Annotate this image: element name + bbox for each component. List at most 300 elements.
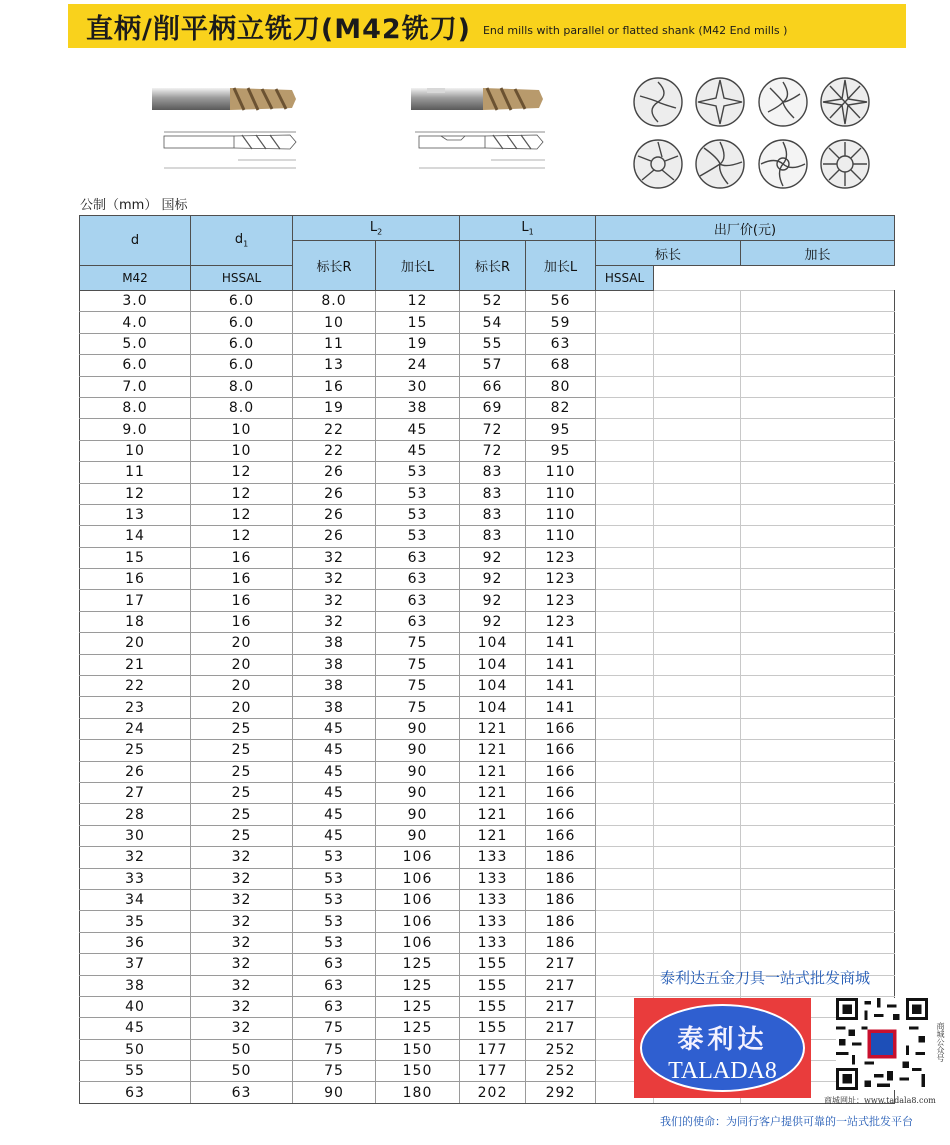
cell-l2-std: 22 (293, 419, 376, 440)
cell-price-hssal-ext (741, 590, 895, 611)
cell-l1-std: 104 (460, 676, 526, 697)
cell-l1-ext: 123 (526, 569, 596, 590)
cell-l2-std: 63 (293, 996, 376, 1017)
table-row (80, 312, 895, 333)
cell-l2-ext: 75 (376, 697, 460, 718)
cell-price-hssal-std (654, 654, 741, 675)
title-banner (68, 4, 906, 48)
cell-l1-ext: 166 (526, 740, 596, 761)
table-row (80, 504, 895, 525)
cell-price-hssal-std (654, 312, 741, 333)
cell-d1: 32 (191, 868, 293, 889)
header-l2: $L_2$ (293, 216, 460, 241)
cell-d: 11 (80, 462, 191, 483)
cell-d: 35 (80, 911, 191, 932)
cell-d: 34 (80, 889, 191, 910)
table-row (80, 291, 895, 312)
cell-price-hssal-ext (741, 291, 895, 312)
cell-price-hssal-std (654, 911, 741, 932)
cell-l2-std: 13 (293, 355, 376, 376)
header-l1-ext: 加长L (526, 241, 596, 291)
cell-l2-std: 53 (293, 847, 376, 868)
cell-l1-ext: 110 (526, 526, 596, 547)
table-row (80, 633, 895, 654)
cell-d1: 10 (191, 419, 293, 440)
cell-l2-std: 19 (293, 397, 376, 418)
cell-l1-ext: 186 (526, 868, 596, 889)
cell-l2-std: 22 (293, 440, 376, 461)
cell-d: 6.0 (80, 355, 191, 376)
cell-l1-ext: 186 (526, 889, 596, 910)
cell-l1-ext: 141 (526, 697, 596, 718)
cell-l2-ext: 90 (376, 761, 460, 782)
cell-l1-std: 177 (460, 1039, 526, 1060)
cell-l1-std: 121 (460, 761, 526, 782)
cell-l1-std: 133 (460, 847, 526, 868)
cell-l2-std: 45 (293, 740, 376, 761)
cell-l1-ext: 110 (526, 462, 596, 483)
cell-l1-std: 54 (460, 312, 526, 333)
cell-d1: 25 (191, 825, 293, 846)
cell-l1-ext: 95 (526, 440, 596, 461)
cell-l1-std: 155 (460, 996, 526, 1017)
cell-d1: 20 (191, 633, 293, 654)
cell-price-m42 (596, 440, 654, 461)
cell-l1-ext: 252 (526, 1061, 596, 1082)
cell-price-hssal-ext (741, 462, 895, 483)
cell-l1-std: 104 (460, 697, 526, 718)
cell-l2-ext: 106 (376, 847, 460, 868)
cell-l2-ext: 106 (376, 911, 460, 932)
cell-price-m42 (596, 740, 654, 761)
header-price: 出厂价(元) (596, 216, 895, 241)
cell-d: 12 (80, 483, 191, 504)
cell-price-m42 (596, 376, 654, 397)
cell-l2-ext: 53 (376, 483, 460, 504)
cell-d: 22 (80, 676, 191, 697)
cell-price-hssal-std (654, 333, 741, 354)
cell-d1: 32 (191, 954, 293, 975)
cell-l1-std: 121 (460, 718, 526, 739)
table-row (80, 868, 895, 889)
cell-l1-ext: 252 (526, 1039, 596, 1060)
cell-l2-ext: 150 (376, 1039, 460, 1060)
cell-d: 32 (80, 847, 191, 868)
cell-l2-std: 75 (293, 1039, 376, 1060)
table-row (80, 462, 895, 483)
cell-l1-std: 133 (460, 911, 526, 932)
cell-l2-ext: 90 (376, 740, 460, 761)
cell-l2-ext: 125 (376, 954, 460, 975)
cell-l1-std: 92 (460, 569, 526, 590)
cell-d1: 16 (191, 547, 293, 568)
cell-price-m42 (596, 868, 654, 889)
cell-d: 13 (80, 504, 191, 525)
cell-l1-ext: 56 (526, 291, 596, 312)
cell-price-hssal-std (654, 825, 741, 846)
cell-price-hssal-std (654, 419, 741, 440)
cell-d: 26 (80, 761, 191, 782)
table-row (80, 804, 895, 825)
cell-price-hssal-ext (741, 547, 895, 568)
cell-price-m42 (596, 911, 654, 932)
cell-d: 45 (80, 1018, 191, 1039)
cell-l2-std: 8.0 (293, 291, 376, 312)
cell-price-hssal-ext (741, 804, 895, 825)
cell-price-m42 (596, 569, 654, 590)
cell-price-hssal-std (654, 590, 741, 611)
cell-l2-ext: 106 (376, 868, 460, 889)
cell-l1-ext: 217 (526, 954, 596, 975)
cell-d1: 6.0 (191, 333, 293, 354)
cell-d1: 16 (191, 590, 293, 611)
cell-l2-std: 45 (293, 761, 376, 782)
cell-l2-std: 32 (293, 611, 376, 632)
table-row (80, 376, 895, 397)
cell-price-hssal-std (654, 761, 741, 782)
cell-l1-std: 83 (460, 526, 526, 547)
cell-price-m42 (596, 333, 654, 354)
cell-d1: 25 (191, 740, 293, 761)
cell-price-m42 (596, 676, 654, 697)
cell-l2-ext: 75 (376, 676, 460, 697)
cell-price-hssal-ext (741, 761, 895, 782)
cell-d: 17 (80, 590, 191, 611)
cell-l2-ext: 53 (376, 526, 460, 547)
cell-price-hssal-ext (741, 376, 895, 397)
cell-price-hssal-ext (741, 504, 895, 525)
cell-l2-ext: 125 (376, 975, 460, 996)
cell-l2-ext: 45 (376, 440, 460, 461)
cell-l1-std: 104 (460, 654, 526, 675)
cell-l2-ext: 90 (376, 825, 460, 846)
cell-price-hssal-std (654, 462, 741, 483)
shop-watermark (630, 960, 950, 1145)
cell-l2-std: 53 (293, 889, 376, 910)
cell-d: 33 (80, 868, 191, 889)
cell-price-m42 (596, 654, 654, 675)
header-l1: $L_1$ (460, 216, 596, 241)
header-l1-std: 标长R (460, 241, 526, 291)
cell-l1-std: 72 (460, 440, 526, 461)
cell-l1-ext: 123 (526, 590, 596, 611)
cell-d1: 10 (191, 440, 293, 461)
cell-d: 37 (80, 954, 191, 975)
cell-d: 25 (80, 740, 191, 761)
cell-price-hssal-ext (741, 526, 895, 547)
cell-price-hssal-std (654, 291, 741, 312)
cell-price-hssal-std (654, 804, 741, 825)
cell-l2-std: 53 (293, 868, 376, 889)
cell-l1-std: 133 (460, 868, 526, 889)
cell-l2-ext: 19 (376, 333, 460, 354)
cell-price-m42 (596, 804, 654, 825)
cell-price-m42 (596, 847, 654, 868)
cell-l2-std: 38 (293, 676, 376, 697)
cell-price-hssal-std (654, 397, 741, 418)
cell-l1-std: 52 (460, 291, 526, 312)
cell-l1-ext: 63 (526, 333, 596, 354)
cell-price-m42 (596, 825, 654, 846)
cell-d1: 32 (191, 889, 293, 910)
cell-l1-ext: 166 (526, 782, 596, 803)
header-hssal-ext: HSSAL (596, 266, 654, 291)
site-url: 商城网址：www.tadala8.com (824, 1096, 936, 1105)
cell-d: 8.0 (80, 397, 191, 418)
cell-d1: 32 (191, 932, 293, 953)
cell-price-m42 (596, 932, 654, 953)
cell-l2-std: 16 (293, 376, 376, 397)
cell-d: 40 (80, 996, 191, 1017)
table-row (80, 611, 895, 632)
cell-price-hssal-ext (741, 911, 895, 932)
cell-l2-ext: 63 (376, 611, 460, 632)
table-row (80, 932, 895, 953)
cell-l1-std: 121 (460, 782, 526, 803)
header-m42: M42 (80, 266, 191, 291)
page-title: 直柄/削平柄立铣刀(M42铣刀) (86, 13, 471, 45)
cell-l2-std: 10 (293, 312, 376, 333)
cell-l2-ext: 63 (376, 547, 460, 568)
cell-price-hssal-std (654, 526, 741, 547)
brand-logo-en: TALADA8 (668, 1058, 777, 1084)
cell-l1-ext: 166 (526, 718, 596, 739)
cell-price-hssal-std (654, 483, 741, 504)
cell-price-hssal-ext (741, 740, 895, 761)
cell-l2-std: 26 (293, 526, 376, 547)
cell-price-hssal-std (654, 697, 741, 718)
cell-price-hssal-std (654, 633, 741, 654)
cell-price-hssal-ext (741, 397, 895, 418)
cell-d1: 25 (191, 804, 293, 825)
cell-price-hssal-std (654, 569, 741, 590)
table-row (80, 718, 895, 739)
cell-price-hssal-std (654, 868, 741, 889)
table-row (80, 419, 895, 440)
cell-d: 7.0 (80, 376, 191, 397)
cell-d1: 8.0 (191, 376, 293, 397)
cell-price-hssal-std (654, 547, 741, 568)
cell-price-hssal-ext (741, 633, 895, 654)
table-row (80, 825, 895, 846)
cell-price-m42 (596, 504, 654, 525)
cell-d: 16 (80, 569, 191, 590)
cell-l1-std: 155 (460, 1018, 526, 1039)
cell-d1: 16 (191, 569, 293, 590)
cell-l2-std: 45 (293, 804, 376, 825)
cell-l2-std: 38 (293, 697, 376, 718)
table-row (80, 654, 895, 675)
header-price-std: 标长 (596, 241, 741, 266)
cell-l2-ext: 90 (376, 718, 460, 739)
cell-l1-ext: 141 (526, 633, 596, 654)
cell-d: 50 (80, 1039, 191, 1060)
cell-l1-std: 133 (460, 889, 526, 910)
cell-l1-ext: 141 (526, 676, 596, 697)
cell-l2-ext: 75 (376, 654, 460, 675)
cell-price-hssal-ext (741, 483, 895, 504)
cell-d: 36 (80, 932, 191, 953)
cell-d1: 12 (191, 462, 293, 483)
cell-l2-ext: 38 (376, 397, 460, 418)
cell-l1-std: 121 (460, 740, 526, 761)
flute-cross-sections-illustration (628, 72, 878, 196)
cell-price-hssal-ext (741, 782, 895, 803)
cell-l1-std: 57 (460, 355, 526, 376)
cell-l2-ext: 12 (376, 291, 460, 312)
cell-price-hssal-ext (741, 569, 895, 590)
cell-l1-std: 55 (460, 333, 526, 354)
cell-l1-std: 177 (460, 1061, 526, 1082)
cell-price-hssal-std (654, 718, 741, 739)
cell-l1-std: 155 (460, 954, 526, 975)
cell-l1-std: 92 (460, 611, 526, 632)
table-row (80, 911, 895, 932)
header-l2-ext: 加长L (376, 241, 460, 291)
cell-d1: 32 (191, 911, 293, 932)
brand-logo-ellipse (640, 1004, 805, 1092)
cell-l2-std: 75 (293, 1061, 376, 1082)
cell-l2-std: 53 (293, 911, 376, 932)
table-row (80, 397, 895, 418)
cell-price-hssal-std (654, 932, 741, 953)
cell-l2-ext: 75 (376, 633, 460, 654)
cell-l1-std: 72 (460, 419, 526, 440)
cell-l2-std: 45 (293, 782, 376, 803)
cell-d1: 32 (191, 1018, 293, 1039)
parallel-shank-end-mill-illustration (150, 80, 300, 180)
table-row (80, 697, 895, 718)
cell-l1-std: 121 (460, 825, 526, 846)
table-row (80, 782, 895, 803)
table-row (80, 569, 895, 590)
cell-price-hssal-std (654, 504, 741, 525)
brand-logo (634, 998, 811, 1098)
cell-d1: 20 (191, 697, 293, 718)
cell-price-hssal-std (654, 355, 741, 376)
cell-d1: 8.0 (191, 397, 293, 418)
cell-l1-ext: 123 (526, 547, 596, 568)
table-row (80, 590, 895, 611)
cell-price-m42 (596, 611, 654, 632)
cell-l1-std: 83 (460, 504, 526, 525)
cell-price-m42 (596, 419, 654, 440)
header-d1: $d_1$ (191, 216, 293, 266)
table-row (80, 847, 895, 868)
watermark-slogan: 泰利达五金刀具一站式批发商城 (660, 969, 871, 987)
cell-price-hssal-std (654, 889, 741, 910)
cell-d1: 20 (191, 676, 293, 697)
table-row (80, 333, 895, 354)
cell-price-hssal-ext (741, 697, 895, 718)
cell-price-m42 (596, 761, 654, 782)
cell-l2-ext: 150 (376, 1061, 460, 1082)
cell-l2-std: 26 (293, 462, 376, 483)
qr-code-icon (836, 998, 928, 1090)
cell-l2-ext: 30 (376, 376, 460, 397)
cell-l1-std: 92 (460, 547, 526, 568)
cell-d1: 12 (191, 483, 293, 504)
table-row (80, 761, 895, 782)
cell-l1-ext: 110 (526, 483, 596, 504)
header-l2-std: 标长R (293, 241, 376, 291)
cell-price-hssal-ext (741, 847, 895, 868)
cell-l2-ext: 106 (376, 932, 460, 953)
cell-price-hssal-ext (741, 889, 895, 910)
cell-d1: 12 (191, 504, 293, 525)
cell-d: 24 (80, 718, 191, 739)
cell-d: 3.0 (80, 291, 191, 312)
cell-price-m42 (596, 483, 654, 504)
qr-label: 商城公众号 (936, 1022, 945, 1062)
cell-price-m42 (596, 590, 654, 611)
table-row (80, 483, 895, 504)
table-row (80, 547, 895, 568)
cell-d1: 6.0 (191, 312, 293, 333)
cell-l1-std: 155 (460, 975, 526, 996)
cell-l1-ext: 217 (526, 996, 596, 1017)
cell-l2-std: 32 (293, 590, 376, 611)
cell-d: 20 (80, 633, 191, 654)
cell-d: 10 (80, 440, 191, 461)
cell-l1-ext: 95 (526, 419, 596, 440)
cell-l1-ext: 186 (526, 911, 596, 932)
cell-l2-std: 90 (293, 1082, 376, 1103)
cell-price-hssal-ext (741, 676, 895, 697)
cell-d: 21 (80, 654, 191, 675)
cell-l2-ext: 63 (376, 590, 460, 611)
cell-l2-std: 11 (293, 333, 376, 354)
cell-l2-std: 63 (293, 975, 376, 996)
cell-price-hssal-std (654, 847, 741, 868)
cell-price-m42 (596, 633, 654, 654)
table-row (80, 355, 895, 376)
cell-price-hssal-ext (741, 718, 895, 739)
cell-price-m42 (596, 526, 654, 547)
table-row (80, 526, 895, 547)
header-price-ext: 加长 (741, 241, 895, 266)
cell-l1-ext: 186 (526, 932, 596, 953)
cell-price-hssal-ext (741, 868, 895, 889)
cell-l2-ext: 24 (376, 355, 460, 376)
table-row (80, 676, 895, 697)
cell-l2-ext: 15 (376, 312, 460, 333)
mission-statement: 我们的使命：为同行客户提供可靠的一站式批发平台 (660, 1115, 913, 1128)
cell-l1-std: 92 (460, 590, 526, 611)
cell-l1-std: 133 (460, 932, 526, 953)
cell-d: 9.0 (80, 419, 191, 440)
cell-price-m42 (596, 889, 654, 910)
cell-d1: 32 (191, 975, 293, 996)
cell-price-hssal-ext (741, 355, 895, 376)
cell-l2-std: 26 (293, 504, 376, 525)
cell-d: 5.0 (80, 333, 191, 354)
page-subtitle: End mills with parallel or flatted shank (M42 End mills ) (482, 23, 788, 37)
cell-price-m42 (596, 547, 654, 568)
cell-l2-std: 38 (293, 633, 376, 654)
cell-d: 38 (80, 975, 191, 996)
cell-price-m42 (596, 697, 654, 718)
cell-l1-std: 104 (460, 633, 526, 654)
cell-l1-ext: 110 (526, 504, 596, 525)
cell-price-hssal-std (654, 376, 741, 397)
cell-d1: 25 (191, 718, 293, 739)
cell-l2-ext: 90 (376, 804, 460, 825)
cell-price-m42 (596, 312, 654, 333)
cell-d1: 25 (191, 761, 293, 782)
cell-l1-std: 69 (460, 397, 526, 418)
cell-price-m42 (596, 462, 654, 483)
